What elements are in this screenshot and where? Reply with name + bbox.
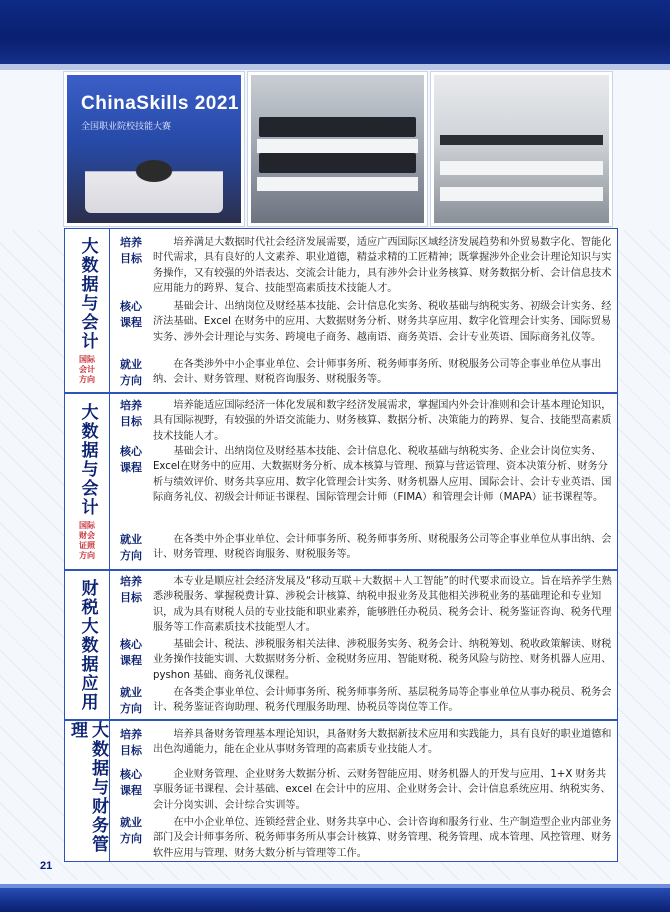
section-title: 财税大数据应用: [77, 578, 98, 712]
section-sidebar: [65, 229, 110, 392]
row-text-career: 在中小企业单位、连锁经营企业、财务共享中心、会计咨询和服务行业、生产制造型企业内部业务部门及会计师事务所、税务师事务所从事会计核算、财务管理、税务管理、成本管理、风控管理、财务软件应用与管理、财务大数分析与管理等工作。: [153, 817, 612, 859]
photo-training-room: [431, 72, 612, 226]
row-label-courses: 核心 课程: [120, 638, 142, 667]
row-text-goal: 培养具备财务管理基本理论知识，具备财务大数据新技术应用和实践能力，具有良好的职业道德和出色沟通能力，能在企业从事财务管理的高素质专业技能人才。: [153, 729, 612, 756]
row-text-career: 在各类涉外中小企事业单位、会计师事务所、税务师事务所、财税服务公司等企事业单位从事出纳、会计、财务管理、财税咨询服务、财税服务等。: [153, 359, 602, 386]
row-label-career: 就业 方向: [120, 358, 142, 387]
row-text-courses: 基础会计、出纳岗位及财经基本技能、会计信息化、税收基础与纳税实务、企业会计岗位实务、Excel在财务中的应用、大数据财务分析、成本核算与管理、预算与营运管理、资本决策分析、财务分析与绩效评价、财务共享应用、数字化管理会计实务、财务机器人应用、国际会计、会计专业英语、国际商务礼仪、初级会计师证书课程、国际管理会计师（FIMA）和管理会计师（MAPA）证书课程等。: [153, 446, 612, 504]
row-label-courses: 核心 课程: [120, 768, 142, 797]
row-text-goal: 本专业是顺应社会经济发展及“移动互联＋大数据＋人工智能”的时代要求而设立。旨在培养学生熟悉涉税服务、掌握税费计算、涉税会计核算、纳税申报业务及其他相关涉税业务的基础理论和专业知识，成为具有财税人员的专业技能和职业素养，能够胜任办税员、税务会计、税务鉴证咨询、税务代理服务等工作高素质技术技能型人才。: [153, 576, 612, 634]
row-label-career: 就业 方向: [120, 816, 142, 845]
page-number: 21: [40, 860, 53, 872]
bottom-banner: [0, 884, 670, 912]
program-section-big-data-accounting-cert: [64, 393, 618, 570]
team-group-figure: [85, 153, 223, 213]
row-label-goal: 培养 目标: [120, 728, 142, 757]
section-title: 大数据与财务管理: [67, 721, 108, 854]
program-section-tax-big-data: [64, 570, 618, 720]
photo-chinaskills-team: [64, 72, 244, 226]
row-label-goal: 培养 目标: [120, 236, 142, 265]
row-text-career: 在各类中外企事业单位、会计师事务所、税务师事务所、财税服务公司等企事业单位从事出纳、会计、财务管理、财税咨询服务、财税服务等。: [153, 534, 612, 561]
photo-computer-lab: [248, 72, 427, 226]
row-label-goal: 培养 目标: [120, 575, 142, 604]
section-sidebar: [65, 394, 110, 569]
section-title: 大数据与会计: [77, 402, 98, 517]
row-text-courses: 基础会计、税法、涉税服务相关法律、涉税服务实务、税务会计、纳税筹划、税收政策解读、财税业务操作技能实训、大数据财务分析、金税财务应用、智能财税、税务风险与防控、财务机器人应用、pyshon 基础、商务礼仪课程。: [153, 639, 612, 681]
section-subtitle: 国际会计方向: [79, 354, 95, 384]
chinaskills-subtitle: 全国职业院校技能大赛: [81, 122, 172, 132]
section-title: 大数据与会计: [77, 236, 98, 351]
program-section-big-data-finance: [64, 720, 618, 862]
row-label-career: 就业 方向: [120, 686, 142, 715]
row-text-courses: 企业财务管理、企业财务大数据分析、云财务智能应用、财务机器人的开发与应用、1+X 财务共享服务证书课程、会计基础、excel 在会计中的应用、企业财务会计、会计信息系统应用、纳税实务、会计分岗实训、会计综合实训等。: [153, 769, 611, 811]
chinaskills-brand: ChinaSkills 2021: [81, 93, 239, 114]
row-text-courses: 基础会计、出纳岗位及财经基本技能、会计信息化实务、税收基础与纳税实务、初级会计实务、经济法基础、Excel 在财务中的应用、大数据财务分析、财务共享应用、数字化管理会计实务、国际贸易实务、涉外会计理论与实务、跨境电子商务、越南语、商务英语、会计专业英语、国际商务礼仪等。: [153, 301, 612, 343]
top-banner: [0, 0, 670, 70]
row-label-courses: 核心 课程: [120, 445, 142, 474]
program-section-big-data-accounting-intl: [64, 228, 618, 393]
row-label-career: 就业 方向: [120, 533, 142, 562]
row-text-goal: 培养满足大数据时代社会经济发展需要，适应广西国际区域经济发展趋势和外贸易数字化、智能化时代需求，具有良好的人文素养、职业道德，精益求精的工匠精神；既掌握涉外企业会计理论知识与实务操作，又有较强的外语表达、交流会计能力，具有涉外会计业务核算、财务数据分析、会计信息技术应用能力的跨界、复合、技能型高素质技术技能人才。: [153, 237, 612, 295]
row-label-courses: 核心 课程: [120, 300, 142, 329]
section-subtitle: 国际财会证照方向: [79, 520, 95, 560]
row-label-goal: 培养 目标: [120, 399, 142, 428]
section-sidebar: [65, 721, 110, 861]
section-sidebar: [65, 571, 110, 719]
row-text-goal: 培养能适应国际经济一体化发展和数字经济发展需求，掌握国内外会计准则和会计基本理论知识，具有国际视野，有较强的外语交流能力、财务核算、数据分析、决策能力的跨界、复合、技能型高素质技术技能人才。: [153, 400, 612, 442]
row-text-career: 在各类企事业单位、会计师事务所、税务师事务所、基层税务局等企事业单位从事办税员、税务会计、税务鉴证咨询助理、税务代理服务助理、协税员等岗位等工作。: [153, 687, 612, 714]
